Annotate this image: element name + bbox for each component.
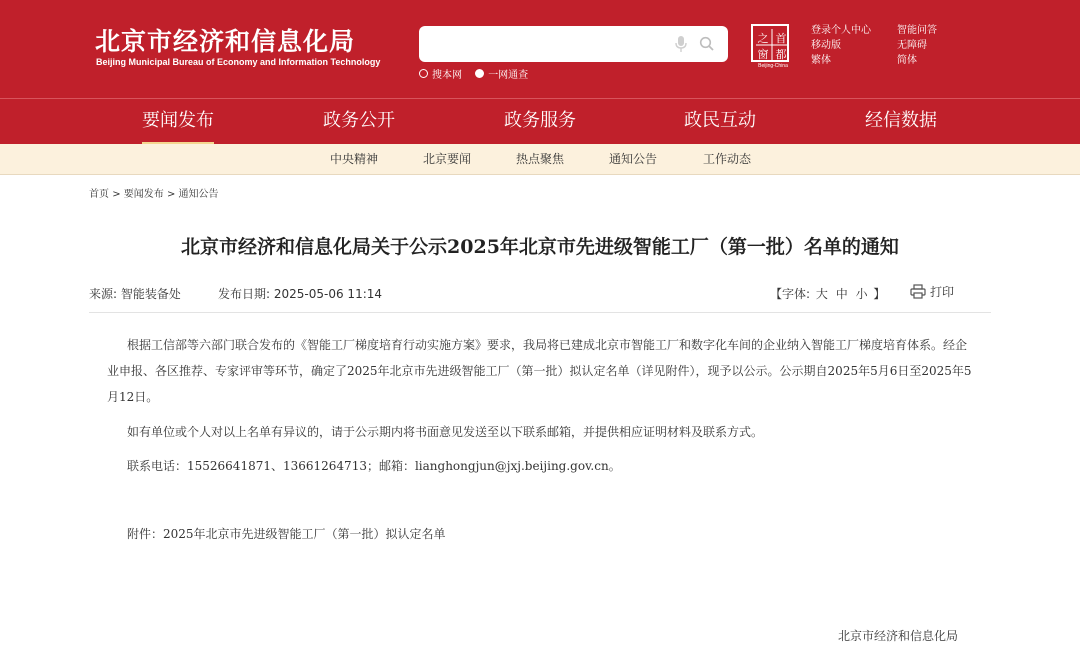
traditional-link[interactable]: 繁体	[811, 55, 831, 66]
accessibility-link[interactable]: 无障碍	[897, 40, 927, 51]
meta-divider	[89, 312, 991, 313]
radio-unselected-icon	[475, 69, 484, 78]
font-label-close: 】	[873, 287, 886, 301]
login-link[interactable]: 登录个人中心	[811, 25, 871, 36]
print-label: 打印	[930, 285, 955, 299]
breadcrumb-notices[interactable]: 通知公告	[178, 189, 219, 200]
nav-interaction[interactable]: 政民互动	[684, 110, 756, 131]
sub-nav	[0, 144, 1080, 175]
seal-char: 之	[757, 32, 769, 45]
article-signature: 北京市经济和信息化局	[838, 629, 959, 643]
simplified-link[interactable]: 简体	[897, 55, 917, 66]
search-input[interactable]	[429, 32, 669, 56]
radio-selected-icon	[419, 69, 428, 78]
top-links-left	[811, 23, 871, 68]
site-header	[0, 0, 1080, 98]
mobile-link[interactable]: 移动版	[811, 40, 841, 51]
font-large-button[interactable]: 大	[815, 287, 828, 301]
scope-all-radio[interactable]	[475, 66, 528, 81]
font-size-switcher	[770, 285, 885, 302]
date-value: 2025-05-06 11:14	[273, 287, 383, 301]
subnav-notices[interactable]: 通知公告	[609, 152, 658, 166]
subnav-central[interactable]: 中央精神	[330, 152, 379, 166]
article-title: 北京市经济和信息化局关于公示2025年北京市先进级智能工厂（第一批）名单的通知	[181, 236, 899, 258]
printer-icon	[910, 284, 926, 299]
breadcrumb-home[interactable]: 首页	[89, 189, 109, 200]
contact-info: 联系电话：15526641871、13661264713；邮箱：lianghongjun@jxj.beijing.gov.cn。	[127, 459, 621, 473]
subnav-work[interactable]: 工作动态	[703, 152, 752, 166]
scope-site-label: 搜本网	[432, 70, 462, 81]
breadcrumb-separator: >	[166, 189, 176, 200]
font-label-open: 【字体:	[770, 287, 811, 301]
article-source	[89, 285, 181, 302]
site-subtitle: Beijing Municipal Bureau of Economy and Information Technology	[96, 57, 381, 67]
scope-all-label: 一网通查	[488, 70, 529, 81]
subnav-hot-topics[interactable]: 热点聚焦	[516, 152, 565, 166]
article-paragraph: 如有单位或个人对以上名单有异议的，请于公示期内将书面意见发送至以下联系邮箱，并提供相应证明材料及联系方式。	[127, 425, 764, 439]
microphone-icon[interactable]	[674, 35, 688, 53]
seal-char: 都	[775, 48, 787, 61]
site-title[interactable]: 北京市经济和信息化局	[95, 27, 356, 56]
breadcrumb-separator: >	[112, 189, 121, 200]
date-label: 发布日期:	[218, 287, 271, 301]
nav-data[interactable]: 经信数据	[865, 110, 937, 131]
top-links-right	[897, 23, 937, 68]
search-scope	[419, 66, 538, 81]
main-nav	[0, 98, 1080, 144]
source-label: 来源:	[89, 287, 118, 301]
nav-services[interactable]: 政务服务	[504, 110, 576, 131]
breadcrumb-news[interactable]: 要闻发布	[123, 189, 164, 200]
capital-window-logo[interactable]	[751, 24, 793, 68]
source-value: 智能装备处	[120, 287, 181, 301]
print-button[interactable]	[910, 283, 954, 300]
nav-news[interactable]: 要闻发布	[142, 99, 214, 145]
scope-site-radio[interactable]	[419, 66, 462, 81]
nav-public-affairs[interactable]: 政务公开	[323, 110, 395, 131]
article-date	[218, 285, 382, 302]
seal-char: 首	[775, 32, 787, 45]
smart-qa-link[interactable]: 智能问答	[897, 25, 937, 36]
article-paragraph: 根据工信部等六部门联合发布的《智能工厂梯度培育行动实施方案》要求，我局将已建成北京市智能工厂和数字化车间的企业纳入智能工厂梯度培育体系。经企业申报、各区推荐、专家评审等环节，确定了2025年北京市先进级智能工厂（第一批）拟认定名单（详见附件），现予以公示。公示期自2025年5月6日至2025年5月12日。	[107, 338, 972, 404]
attachment-link[interactable]: 附件：2025年北京市先进级智能工厂（第一批）拟认定名单	[127, 527, 446, 541]
font-small-button[interactable]: 小	[855, 287, 868, 301]
seal-char: 窗	[757, 48, 769, 61]
seal-icon	[751, 24, 789, 62]
subnav-beijing-news[interactable]: 北京要闻	[423, 152, 472, 166]
seal-caption: Beijing-China	[758, 63, 788, 69]
search-icon[interactable]	[699, 36, 715, 52]
breadcrumb	[89, 185, 219, 200]
font-medium-button[interactable]: 中	[835, 287, 848, 301]
